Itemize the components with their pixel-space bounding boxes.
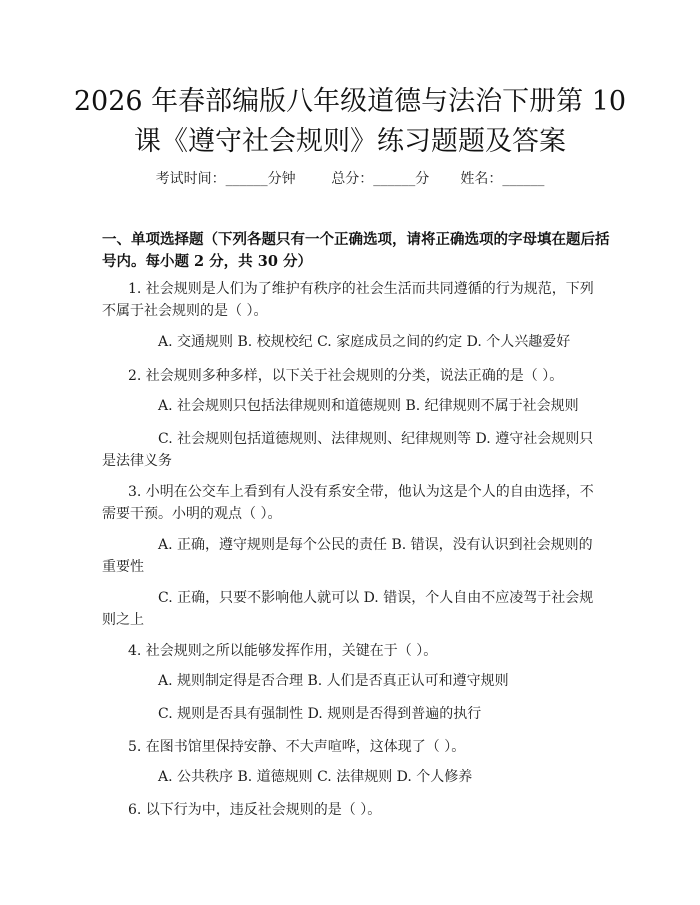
question-6-stem: 6. 以下行为中，违反社会规则的是（ ）。 (128, 802, 382, 818)
exam-info-line (0, 168, 700, 188)
question-1-stem: 1. 社会规则是人们为了维护有秩序的社会生活而共同遵循的行为规范，下列 (128, 281, 594, 297)
question-5-options: A. 公共秩序 B. 道德规则 C. 法律规则 D. 个人修养 (158, 769, 473, 785)
question-1-stem-cont: 不属于社会规则的是（ ）。 (102, 303, 268, 319)
time-blank: ______ (225, 171, 268, 187)
question-1-options: A. 交通规则 B. 校规校纪 C. 家庭成员之间的约定 D. 个人兴趣爱好 (158, 334, 571, 350)
question-3-stem: 3. 小明在公交车上看到有人没有系安全带，他认为这是个人的自由选择，不 (128, 484, 594, 500)
question-3-stem-cont: 需要干预。小明的观点（ ）。 (102, 506, 282, 522)
section-heading-line-1: 一、单项选择题（下列各题只有一个正确选项，请将正确选项的字母填在题后括 (102, 231, 610, 248)
question-3-options-1: A. 正确，遵守规则是每个公民的责任 B. 错误，没有认识到社会规则的 (158, 537, 593, 553)
question-4-options-1: A. 规则制定得是否合理 B. 人们是否真正认可和遵守规则 (158, 673, 509, 689)
question-4-options-2: C. 规则是否具有强制性 D. 规则是否得到普遍的执行 (158, 706, 482, 722)
score-label: 总分： (331, 171, 374, 187)
score-blank: ______ (373, 171, 416, 187)
question-4-stem: 4. 社会规则之所以能够发挥作用，关键在于（ ）。 (128, 643, 438, 659)
section-heading-line-2: 号内。每小题 2 分，共 30 分） (102, 253, 312, 270)
question-3-options-1-cont: 重要性 (102, 559, 144, 575)
question-2-options-2-cont: 是法律义务 (102, 453, 172, 469)
document-title-line-2: 课《遵守社会规则》练习题题及答案 (134, 126, 566, 157)
name-label: 姓名： (460, 171, 503, 187)
document-title-line-1: 2026 年春部编版八年级道德与法治下册第 10 (73, 86, 627, 117)
question-2-stem: 2. 社会规则多种多样，以下关于社会规则的分类，说法正确的是（ ）。 (128, 368, 564, 384)
name-blank: ______ (502, 171, 545, 187)
question-2-options-1: A. 社会规则只包括法律规则和道德规则 B. 纪律规则不属于社会规则 (158, 398, 579, 414)
question-2-options-2: C. 社会规则包括道德规则、法律规则、纪律规则等 D. 遵守社会规则只 (158, 431, 594, 447)
question-5-stem: 5. 在图书馆里保持安静、不大声喧哗，这体现了（ ）。 (128, 739, 466, 755)
score-unit: 分 (415, 171, 430, 187)
question-3-options-2: C. 正确，只要不影响他人就可以 D. 错误，个人自由不应凌驾于社会规 (158, 590, 594, 606)
time-unit: 分钟 (267, 171, 296, 187)
question-3-options-2-cont: 则之上 (102, 612, 144, 628)
time-label: 考试时间： (155, 171, 226, 187)
